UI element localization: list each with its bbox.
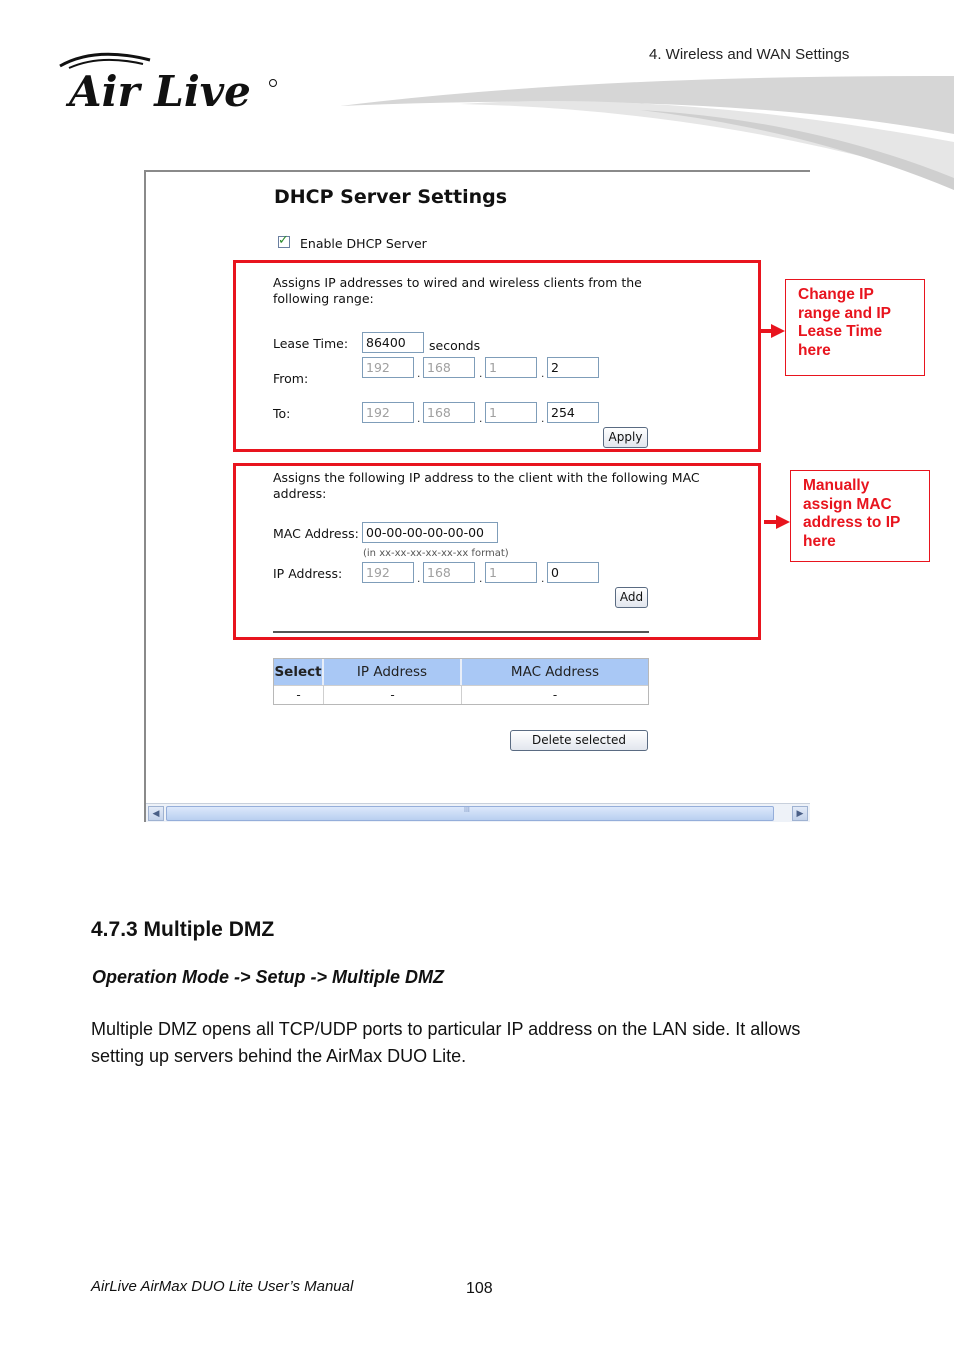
static-description-line1: Assigns the following IP address to the client with the following MAC	[273, 470, 700, 485]
table-header-mac: MAC Address	[462, 659, 648, 685]
ip-dot: .	[479, 366, 483, 380]
scroll-left-icon[interactable]: ◀	[148, 806, 164, 821]
ip-dot: .	[417, 411, 421, 425]
to-ip-octet-2[interactable]: 168	[423, 402, 475, 423]
apply-button[interactable]: Apply	[603, 427, 648, 448]
ip-dot: .	[417, 366, 421, 380]
section-paragraph	[91, 1016, 891, 1070]
paragraph-line1: Multiple DMZ opens all TCP/UDP ports to particular IP address on the LAN side. It allows	[91, 1019, 801, 1039]
static-ip-octet-1[interactable]: 192	[362, 562, 414, 583]
mac-format-hint: (in xx-xx-xx-xx-xx-xx format)	[363, 548, 509, 559]
callout-mac-line1: Manually	[803, 477, 870, 494]
ip-dot: .	[541, 366, 545, 380]
static-ip-octet-3[interactable]: 1	[485, 562, 537, 583]
ip-dot: .	[541, 571, 545, 585]
section-heading: 4.7.3 Multiple DMZ	[91, 918, 275, 941]
chapter-title: 4. Wireless and WAN Settings	[649, 46, 850, 63]
range-description-line2: following range:	[273, 291, 374, 306]
dhcp-page-title: DHCP Server Settings	[274, 186, 508, 208]
lease-time-unit: seconds	[429, 338, 481, 353]
range-description-line1: Assigns IP addresses to wired and wireless clients from the	[273, 275, 642, 290]
to-ip-octet-3[interactable]: 1	[485, 402, 537, 423]
callout-mac-line4: here	[803, 532, 836, 550]
table-header-select: Select	[274, 659, 324, 685]
footer-manual-title: AirLive AirMax DUO Lite User’s Manual	[91, 1278, 354, 1295]
callout-range	[785, 279, 925, 376]
static-ip-octet-2[interactable]: 168	[423, 562, 475, 583]
ip-address-label: IP Address:	[273, 566, 343, 581]
table-cell-mac: -	[462, 685, 648, 704]
arrow-right-icon	[764, 515, 790, 529]
paragraph-line2: setting up servers behind the AirMax DUO Lite.	[91, 1046, 467, 1066]
from-ip-octet-3[interactable]: 1	[485, 357, 537, 378]
static-leases-table	[273, 658, 649, 705]
callout-mac-line2: assign MAC	[803, 495, 892, 513]
mac-address-label: MAC Address:	[273, 526, 359, 541]
table-header-ip: IP Address	[324, 659, 462, 685]
static-ip-octet-4[interactable]: 0	[547, 562, 599, 583]
table-cell-select: -	[274, 685, 324, 704]
page-number: 108	[466, 1280, 493, 1297]
checkmark-icon: ✓	[278, 232, 289, 247]
lease-time-label: Lease Time:	[273, 336, 349, 351]
section-divider	[273, 631, 649, 633]
to-label: To:	[273, 406, 291, 421]
from-label: From:	[273, 371, 309, 386]
from-ip-octet-1[interactable]: 192	[362, 357, 414, 378]
ip-dot: .	[417, 571, 421, 585]
delete-selected-button[interactable]: Delete selected	[510, 730, 648, 751]
callout-range-line2: range and IP	[798, 304, 892, 322]
scrollbar-grip: III	[464, 807, 470, 814]
to-ip-octet-4[interactable]: 254	[547, 402, 599, 423]
arrow-right-icon	[759, 324, 785, 338]
callout-range-line3: Lease Time	[798, 323, 883, 340]
scrollbar-thumb[interactable]	[166, 806, 774, 821]
enable-dhcp-label: Enable DHCP Server	[300, 236, 427, 251]
ip-dot: .	[541, 411, 545, 425]
logo-wordmark: Air Live	[69, 67, 251, 114]
ip-dot: .	[479, 411, 483, 425]
from-ip-octet-2[interactable]: 168	[423, 357, 475, 378]
add-button[interactable]: Add	[615, 587, 648, 608]
from-ip-octet-4[interactable]: 2	[547, 357, 599, 378]
callout-mac-line3: address to IP	[803, 514, 901, 531]
horizontal-scrollbar[interactable]	[146, 803, 810, 822]
callout-mac	[790, 470, 930, 562]
lease-time-input[interactable]: 86400	[362, 332, 424, 353]
static-description-line2: address:	[273, 486, 327, 501]
to-ip-octet-1[interactable]: 192	[362, 402, 414, 423]
mac-address-input[interactable]: 00-00-00-00-00-00	[362, 522, 498, 543]
table-cell-ip: -	[324, 685, 462, 704]
navigation-path: Operation Mode -> Setup -> Multiple DMZ	[92, 967, 445, 987]
airlive-logo	[55, 48, 285, 114]
callout-range-line4: here	[798, 341, 831, 359]
ip-dot: .	[479, 571, 483, 585]
scroll-right-icon[interactable]: ▶	[792, 806, 808, 821]
callout-range-line1: Change IP	[798, 286, 874, 303]
